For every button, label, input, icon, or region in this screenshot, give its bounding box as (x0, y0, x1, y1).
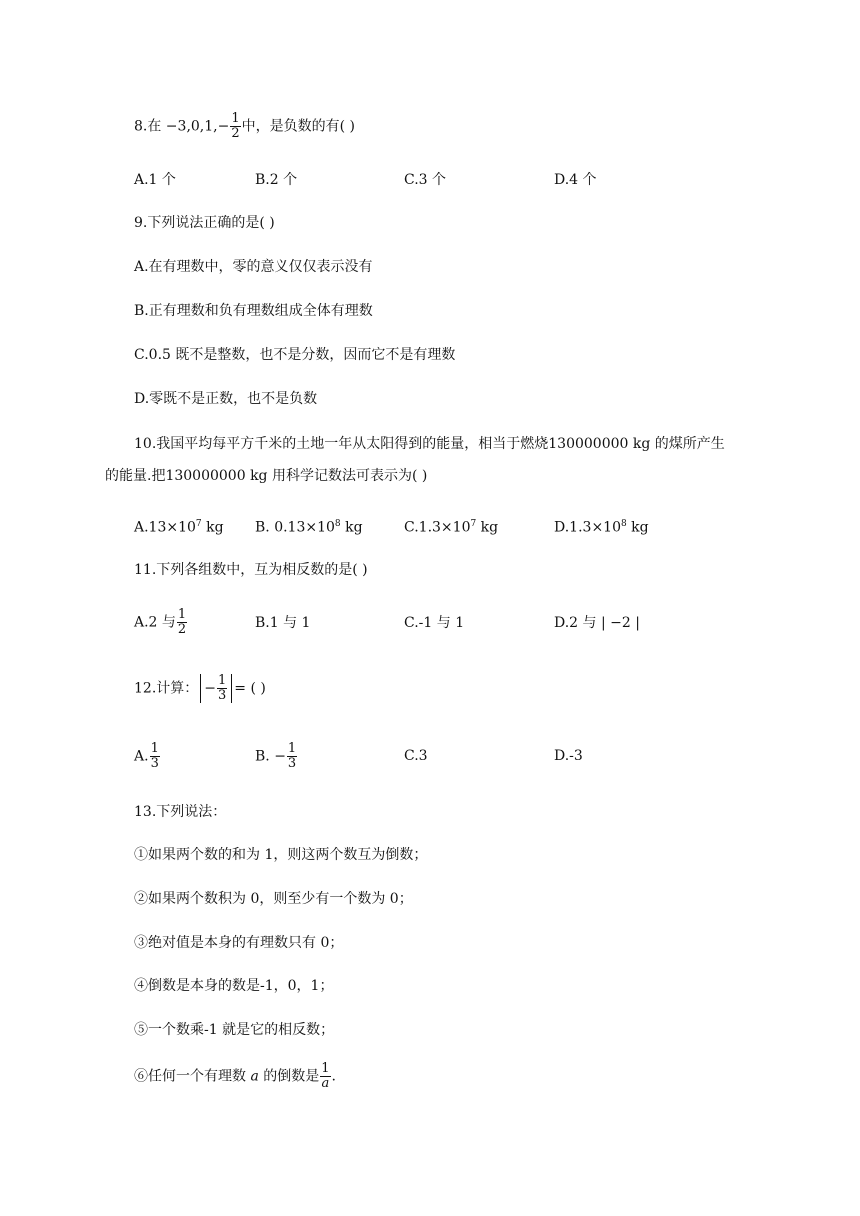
q12-stem (134, 674, 266, 703)
q12-b-prefix: B. − (255, 748, 286, 765)
q13-item-1: ①如果两个数的和为 1，则这两个数互为倒数； (134, 847, 428, 863)
q8-frac-den: 2 (231, 126, 240, 141)
q11-a-fraction (177, 608, 187, 637)
q13-item-3: ③绝对值是本身的有理数只有 0； (134, 935, 344, 951)
q13-item-2: ②如果两个数积为 0，则至少有一个数为 0； (134, 891, 413, 907)
q13-item6-mid: 的倒数是 (258, 1068, 320, 1085)
q13-item6-var: a (250, 1068, 259, 1085)
q8-option-b: B.2 个 (255, 172, 298, 188)
q12-b-fraction (287, 742, 297, 771)
q11-stem: 11.下列各组数中，互为相反数的是( ) (134, 562, 368, 578)
q11-a-prefix: A.2 与 (134, 614, 176, 631)
q10-c-unit: kg (476, 519, 499, 536)
q10-stem-line2: 的能量.把130000000 kg 用科学记数法可表示为( ) (105, 468, 428, 484)
q9-option-d: D.零既不是正数，也不是负数 (134, 391, 318, 407)
q10-b-exp: 8 (334, 519, 341, 529)
q10-a-exp: 7 (195, 519, 202, 529)
q12-abs-den: 3 (218, 688, 227, 703)
q8-option-c: C.3 个 (404, 172, 447, 188)
q12-b-num: 1 (287, 741, 297, 756)
q12-abs-num: 1 (218, 673, 227, 688)
q13-item6-fraction (320, 1062, 330, 1091)
q13-item6-den: a (321, 1076, 330, 1091)
q10-a-unit: kg (201, 519, 224, 536)
q12-a-fraction (150, 742, 160, 771)
q13-item6-end: . (331, 1068, 336, 1085)
q10-option-a (134, 514, 224, 538)
q10-d-base: D.1.3×10 (554, 519, 621, 536)
q10-option-b (255, 514, 363, 538)
q11-a-num: 1 (177, 607, 187, 622)
q8-option-d: D.4 个 (554, 172, 597, 188)
q13-item6-prefix: ⑥任何一个有理数 (134, 1068, 251, 1085)
q9-option-a: A.在有理数中，零的意义仅仅表示没有 (134, 259, 373, 275)
q12-option-c: C.3 (404, 748, 428, 764)
q10-b-base: B. 0.13×10 (255, 519, 335, 536)
q8-fraction (230, 112, 240, 141)
q13-item-5: ⑤一个数乘-1 就是它的相反数； (134, 1022, 335, 1038)
q12-option-b (255, 742, 298, 771)
q13-item6-num: 1 (321, 1061, 330, 1076)
q9-option-b: B.正有理数和负有理数组成全体有理数 (134, 303, 373, 319)
q12-a-den: 3 (150, 756, 159, 771)
q12-prefix: 12.计算： (134, 680, 199, 697)
q11-option-a (134, 608, 188, 637)
q12-absolute-value (200, 674, 232, 703)
q8-suffix: 中，是负数的有( ) (241, 118, 355, 135)
q12-option-d: D.-3 (554, 748, 583, 764)
q8-option-a: A.1 个 (134, 172, 176, 188)
q10-b-unit: kg (340, 519, 363, 536)
q12-a-prefix: A. (134, 748, 149, 765)
q13-stem: 13.下列说法： (134, 804, 227, 820)
q12-a-num: 1 (150, 741, 159, 756)
q12-suffix: = ( ) (234, 680, 266, 697)
q13-item-6 (134, 1062, 336, 1091)
q10-stem-line1: 10.我国平均每平方千米的土地一年从太阳得到的能量，相当于燃烧130000000 kg 的煤所产生 (134, 436, 725, 452)
q10-d-unit: kg (626, 519, 649, 536)
q8-frac-num: 1 (231, 111, 240, 126)
q10-d-exp: 8 (621, 519, 627, 529)
q12-b-den: 3 (287, 756, 297, 771)
q10-c-base: C.1.3×10 (404, 519, 471, 536)
q9-option-c: C.0.5 既不是整数，也不是分数，因而它不是有理数 (134, 347, 456, 363)
q13-item-4: ④倒数是本身的数是-1，0，1； (134, 978, 334, 994)
q10-option-d (554, 514, 649, 538)
q8-stem (134, 112, 355, 141)
q10-a-base: A.13×10 (134, 519, 196, 536)
q10-option-c (404, 514, 498, 538)
q12-abs-sign: − (204, 680, 216, 697)
q8-prefix: 8.在 −3,0,1,− (134, 118, 230, 135)
q12-abs-fraction (217, 674, 227, 703)
q12-option-a (134, 742, 161, 771)
q9-stem: 9.下列说法正确的是( ) (134, 215, 275, 231)
q11-option-d: D.2 与 | −2 | (554, 615, 640, 631)
q10-c-exp: 7 (470, 519, 477, 529)
q11-option-c: C.-1 与 1 (404, 615, 465, 631)
q11-a-den: 2 (177, 622, 187, 637)
q11-option-b: B.1 与 1 (255, 615, 311, 631)
